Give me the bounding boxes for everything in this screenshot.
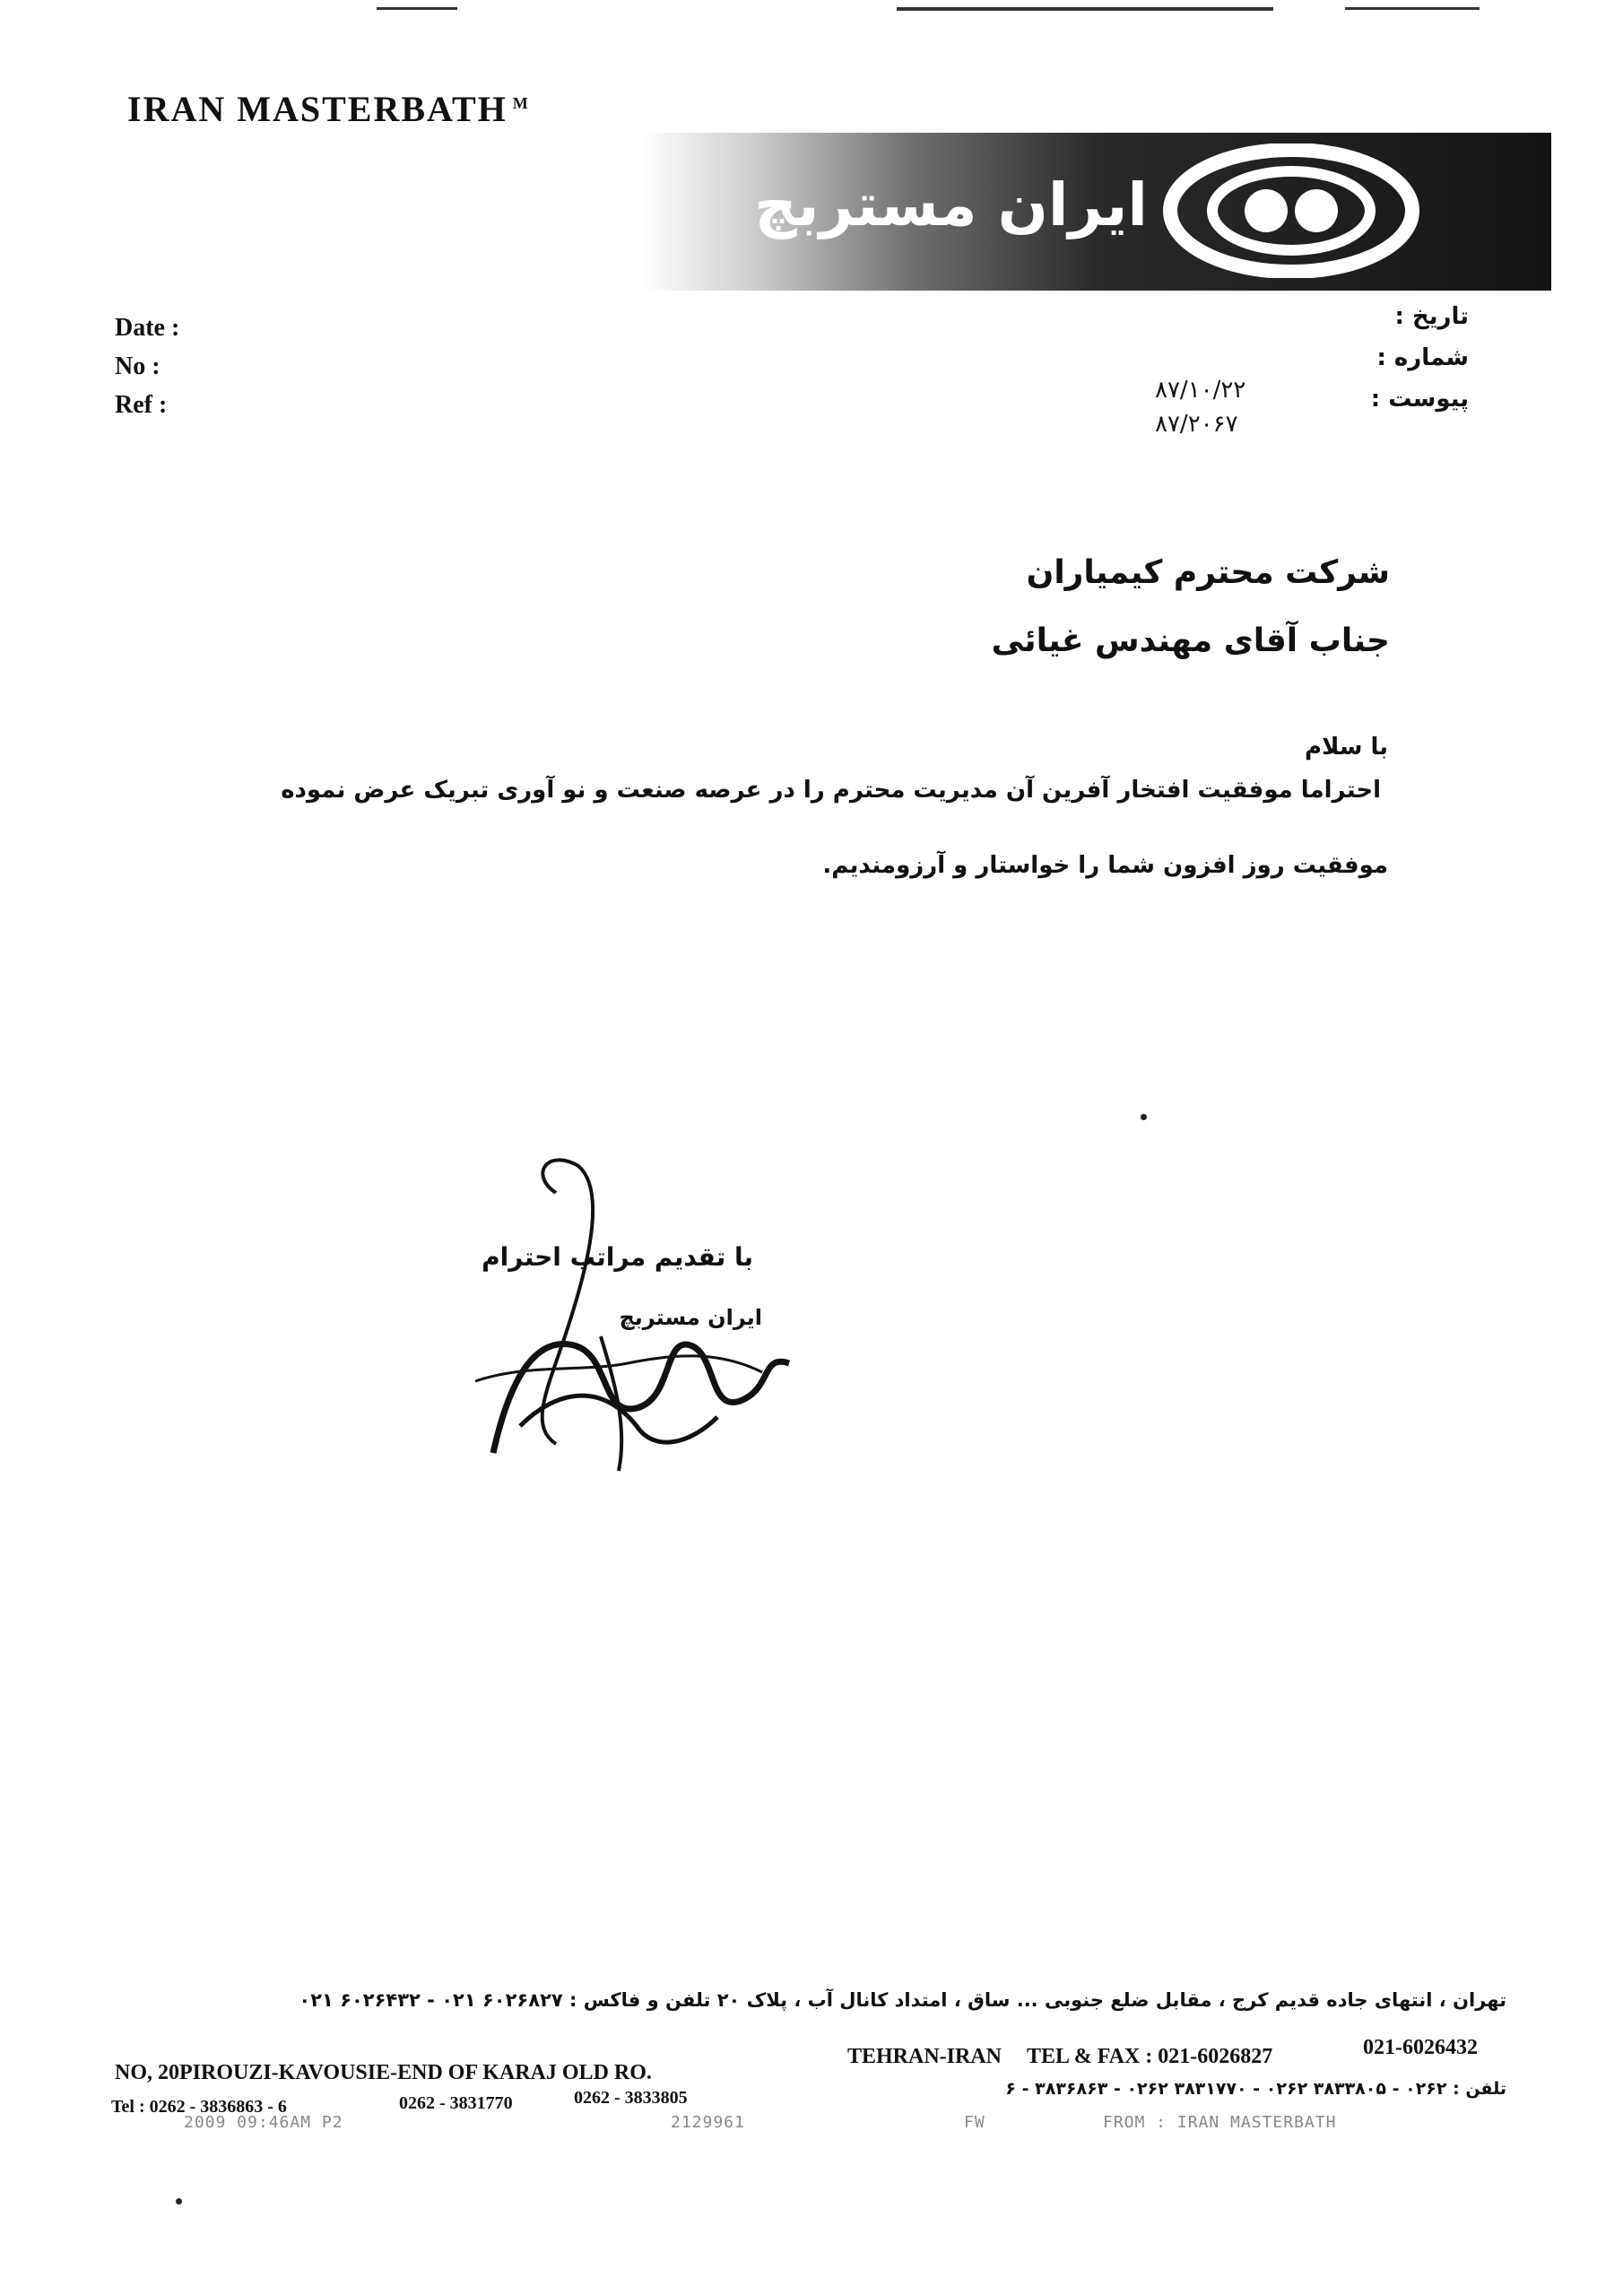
footer-phone-english-2: 0262 - 3831770 (399, 2093, 513, 2113)
brand-name-persian: ایران مستربچ (754, 170, 1148, 239)
recipient-company: شرکت محترم کیمیاران (1026, 554, 1390, 591)
footer-phone-english-3: 0262 - 3833805 (574, 2088, 688, 2108)
fax-header-time: 2009 09:46AM P2 (184, 2113, 343, 2132)
reference-label-english: Ref : (115, 391, 168, 419)
closing-company: ایران مستربچ (619, 1305, 762, 1330)
scan-speck (1141, 1114, 1147, 1120)
letter-body-line-2: موفقیت روز افزون شما را خواستار و آرزومندیم. (822, 852, 1388, 879)
letter-date: ۸۷/۱۰/۲۲ (1155, 377, 1246, 404)
fax-header-number: 2129961 (671, 2113, 745, 2132)
footer-city-english: TEHRAN-IRAN (847, 2045, 1002, 2068)
date-label-english: Date : (115, 314, 180, 342)
recipient-person: جناب آقای مهندس غیائی (991, 622, 1390, 659)
footer-address-english: NO, 20PIROUZI-KAVOUSIE-END OF KARAJ OLD RO. (115, 2061, 652, 2084)
footer-tel-fax-english: TEL & FAX : 021-6026827 (1027, 2045, 1273, 2068)
scan-line (897, 7, 1273, 11)
brand-name-english: IRAN MASTERBATH $^M$ (127, 89, 530, 129)
attachment-label-persian: پیوست : (1370, 386, 1469, 413)
closing-phrase: با تقدیم مراتب احترام (482, 1242, 753, 1272)
footer-address-persian: تهران ، انتهای جاده قدیم کرج ، مقابل ضلع جنوبی ... ساق ، امتداد کانال آب ، پلاک ۲۰ تلفن و فاکس : ۶۰۲۶۸۲۷ ۰۲۱ - ۶۰۲۶۴۳۲ ۰۲۱ (299, 1989, 1506, 2011)
number-label-english: No : (115, 352, 161, 380)
fax-header-code: FW (964, 2113, 985, 2132)
footer-phone-persian: تلفن : ۰۲۶۲ - ۳۸۳۳۸۰۵ ۰۲۶۲ - ۳۸۳۱۷۷۰ ۰۲۶۲ - ۳۸۳۶۸۶۳ - ۶ (1005, 2079, 1506, 2099)
scan-line (377, 7, 457, 10)
date-label-persian: تاریخ : (1394, 303, 1469, 330)
scan-speck (176, 2198, 182, 2205)
greeting: با سلام (1305, 734, 1388, 761)
number-label-persian: شماره : (1376, 344, 1469, 371)
company-logo-icon (1157, 144, 1435, 278)
footer-phone-english: Tel : 0262 - 3836863 - 6 (111, 2097, 287, 2117)
footer-tel-fax-english-2: 021-6026432 (1363, 2036, 1478, 2059)
fax-header-sender: FROM : IRAN MASTERBATH (1103, 2113, 1337, 2132)
signature-icon (421, 1157, 807, 1480)
letter-number: ۸۷/۲۰۶۷ (1155, 411, 1238, 438)
letter-body-line-1: احتراما موفقیت افتخار آفرین آن مدیریت محترم را در عرصه صنعت و نو آوری تبریک عرض نموده (281, 777, 1381, 804)
scan-line (1345, 7, 1480, 10)
